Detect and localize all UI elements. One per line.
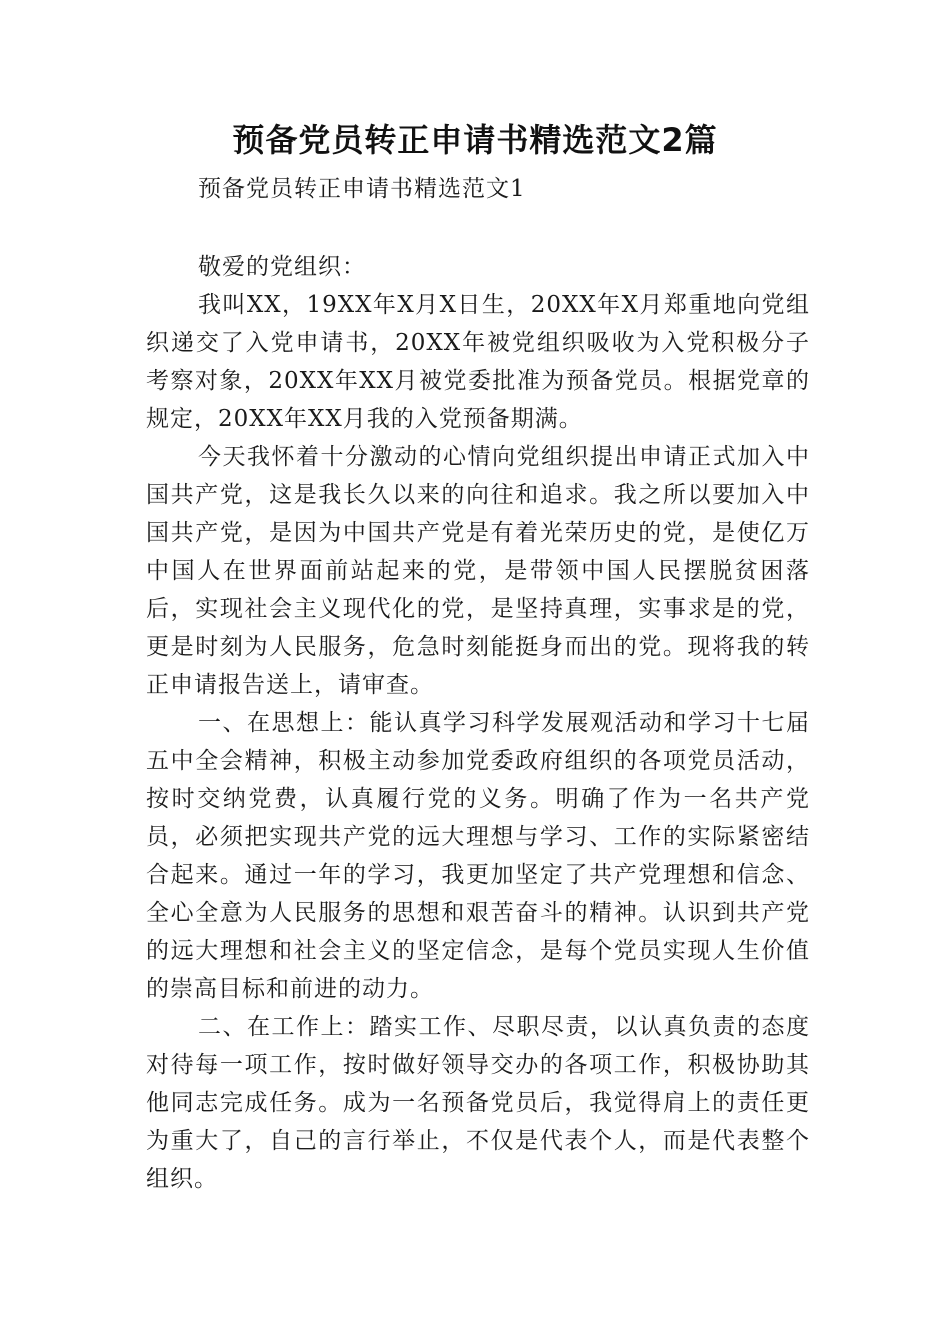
paragraph-application: 今天我怀着十分激动的心情向党组织提出申请正式加入中国共产党，这是我长久以来的向往和追求。我之所以要加入中国共产党，是因为中国共产党是有着光荣历史的党，是使亿万中国人在世界面前站起来的党，是带领中国人民摆脱贫困落后，实现社会主义现代化的党，是坚持真理，实事求是的党，更是时刻为人民服务，危急时刻能挺身而出的党。现将我的转正申请报告送上，请审查。 <box>146 444 810 698</box>
salutation: 敬爱的党组织： <box>198 254 366 280</box>
paragraph-intro: 我叫XX，19XX年X月X日生，20XX年X月郑重地向党组织递交了入党申请书，20XX年被党组织吸收为入党积极分子考察对象，20XX年XX月被党委批准为预备党员。根据党章的规定，20XX年XX月我的入党预备期满。 <box>146 292 810 432</box>
document-subtitle: 预备党员转正申请书精选范文1 <box>198 176 526 202</box>
document-body <box>146 170 810 1198</box>
paragraph-thought: 一、在思想上：能认真学习科学发展观活动和学习十七届五中全会精神，积极主动参加党委政府组织的各项党员活动，按时交纳党费，认真履行党的义务。明确了作为一名共产党员，必须把实现共产党的远大理想与学习、工作的实际紧密结合起来。通过一年的学习，我更加坚定了共产党理想和信念、全心全意为人民服务的思想和艰苦奋斗的精神。认识到共产党的远大理想和社会主义的坚定信念，是每个党员实现人生价值的崇高目标和前进的动力。 <box>146 710 810 1002</box>
paragraph-work: 二、在工作上：踏实工作、尽职尽责，以认真负责的态度对待每一项工作，按时做好领导交办的各项工作，积极协助其他同志完成任务。成为一名预备党员后，我觉得肩上的责任更为重大了，自己的言行举止，不仅是代表个人，而是代表整个组织。 <box>146 1014 810 1192</box>
document-title: 预备党员转正申请书精选范文2篇 <box>232 121 718 159</box>
